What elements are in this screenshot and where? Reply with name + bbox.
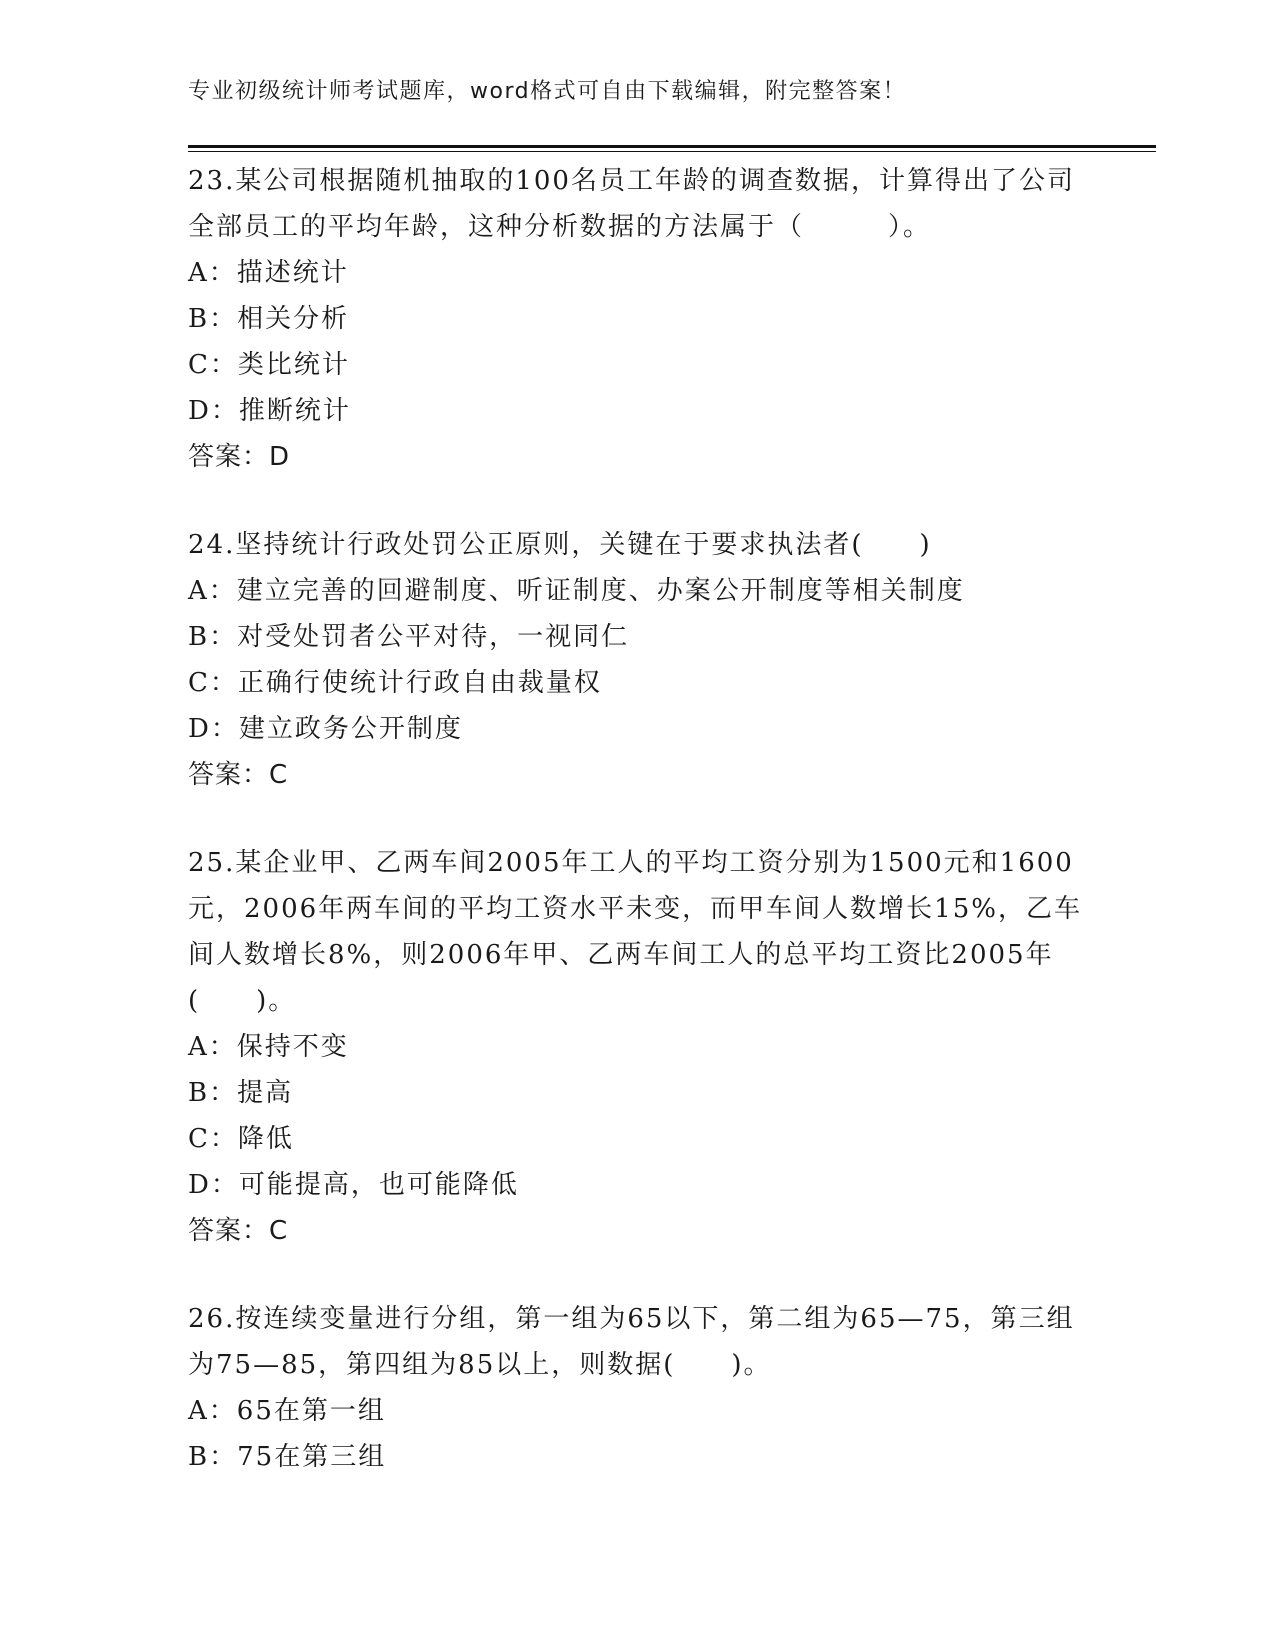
header-rule-thick xyxy=(188,145,1156,148)
option-d: D：推断统计 xyxy=(188,396,351,426)
question-text: 26.按连续变量进行分组，第一组为65以下，第二组为65—75，第三组为75—85，第四组为85以上，则数据( )。 xyxy=(188,1304,1075,1380)
question-list xyxy=(188,158,1088,1522)
question-26 xyxy=(188,1296,1088,1480)
option-c: C：降低 xyxy=(188,1124,294,1154)
option-d: D：建立政务公开制度 xyxy=(188,714,463,744)
answer: 答案：C xyxy=(188,760,289,790)
option-a: A：描述统计 xyxy=(188,258,349,288)
option-b: B：对受处罚者公平对待，一视同仁 xyxy=(188,622,630,652)
header-rule-thin xyxy=(188,151,1156,152)
answer: 答案：D xyxy=(188,442,291,472)
question-text: 25.某企业甲、乙两车间2005年工人的平均工资分别为1500元和1600元，2006年两车间的平均工资水平未变，而甲车间人数增长15%，乙车间人数增长8%，则2006年甲、乙两车间工人的总平均工资比2005年( )。 xyxy=(188,848,1082,1016)
question-24 xyxy=(188,522,1088,798)
option-a: A：建立完善的回避制度、听证制度、办案公开制度等相关制度 xyxy=(188,576,965,606)
question-text: 24.坚持统计行政处罚公正原则，关键在于要求执法者( ) xyxy=(188,530,932,560)
option-b: B：相关分析 xyxy=(188,304,350,334)
option-b: B：提高 xyxy=(188,1078,294,1108)
option-a: A：65在第一组 xyxy=(188,1396,386,1426)
option-a: A：保持不变 xyxy=(188,1032,349,1062)
question-text: 23.某公司根据随机抽取的100名员工年龄的调查数据，计算得出了公司全部员工的平均年龄，这种分析数据的方法属于（ ）。 xyxy=(188,166,1075,242)
question-23 xyxy=(188,158,1088,480)
option-b: B：75在第三组 xyxy=(188,1442,387,1472)
option-c: C：正确行使统计行政自由裁量权 xyxy=(188,668,602,698)
option-d: D：可能提高，也可能降低 xyxy=(188,1170,519,1200)
option-c: C：类比统计 xyxy=(188,350,350,380)
answer: 答案：C xyxy=(188,1216,289,1246)
header-note: 专业初级统计师考试题库，word格式可自由下载编辑，附完整答案！ xyxy=(188,79,907,104)
question-25 xyxy=(188,840,1088,1254)
